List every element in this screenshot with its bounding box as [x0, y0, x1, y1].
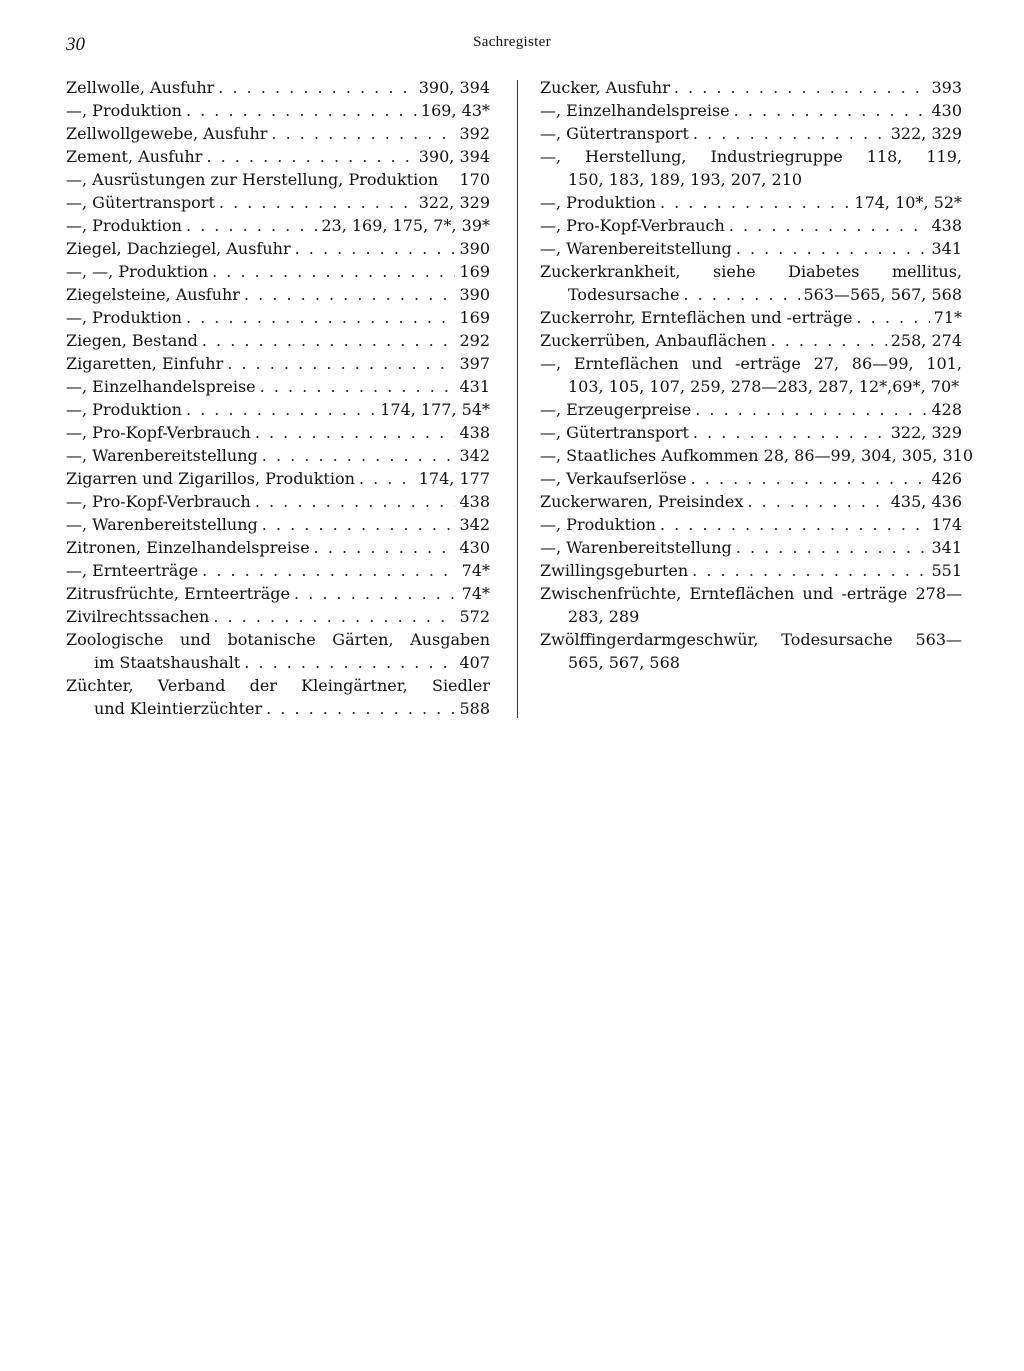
entry-pages: 390, 394	[418, 78, 490, 97]
entry-term: —, Ausrüstungen zur Herstellung, Produktion	[66, 170, 439, 189]
index-entry	[540, 421, 962, 444]
index-line	[66, 467, 490, 490]
index-line	[540, 559, 962, 582]
entry-pages: 170	[459, 170, 490, 189]
index-entry	[66, 352, 490, 375]
dot-leader	[857, 306, 930, 329]
dot-leader	[244, 283, 456, 306]
entry-term: —, Staatliches Aufkommen 28, 86—99, 304, 305, 310	[540, 446, 974, 465]
index-line	[66, 191, 490, 214]
entry-pages: 397	[459, 354, 490, 373]
index-line	[66, 513, 490, 536]
entry-pages: 438	[459, 492, 490, 511]
index-entry	[540, 559, 962, 582]
index-entry	[540, 444, 974, 467]
index-line	[540, 99, 962, 122]
index-line	[540, 168, 962, 191]
index-entry	[66, 76, 490, 99]
entry-term: —, Produktion	[66, 308, 182, 327]
entry-pages: 342	[459, 515, 490, 534]
entry-term: Zellwolle, Ausfuhr	[66, 78, 215, 97]
entry-term: Ziegen, Bestand	[66, 331, 198, 350]
entry-term: —, Pro-Kopf-Verbrauch	[66, 492, 251, 511]
index-line	[66, 628, 490, 651]
entry-term: —, Produktion	[540, 193, 656, 212]
entry-pages: 431	[459, 377, 490, 396]
index-line	[66, 674, 490, 697]
dot-leader	[202, 329, 456, 352]
entry-pages: 430	[931, 101, 962, 120]
entry-term: Zucker, Ausfuhr	[540, 78, 670, 97]
entry-term: —, Herstellung, Industriegruppe 118, 119,	[540, 147, 962, 166]
entry-term: —, Produktion	[540, 515, 656, 534]
index-entry	[66, 306, 490, 329]
index-entry	[540, 536, 962, 559]
index-line	[540, 421, 962, 444]
index-line	[66, 237, 490, 260]
index-line	[540, 237, 962, 260]
index-entry	[66, 444, 490, 467]
index-entry	[66, 605, 490, 628]
entry-pages: 322, 329	[890, 423, 962, 442]
entry-pages: 341	[931, 538, 962, 557]
dot-leader	[314, 536, 456, 559]
dot-leader	[206, 145, 414, 168]
index-line	[66, 697, 490, 720]
index-entry	[66, 582, 490, 605]
entry-term: —, Gütertransport	[540, 423, 689, 442]
index-entry	[66, 237, 490, 260]
entry-pages: 435, 436	[890, 492, 962, 511]
entry-pages: 169, 43*	[420, 101, 490, 120]
entry-pages: 258, 274	[890, 331, 962, 350]
index-entry	[66, 513, 490, 536]
entry-term: Zigarren und Zigarillos, Produktion	[66, 469, 355, 488]
index-line	[540, 582, 962, 605]
entry-pages: 174, 177, 54*	[380, 400, 490, 419]
dot-leader	[692, 559, 927, 582]
entry-term: —, Verkaufserlöse	[540, 469, 687, 488]
dot-leader	[202, 559, 457, 582]
entry-term: —, —, Produktion	[66, 262, 209, 281]
entry-pages: 322, 329	[418, 193, 490, 212]
dot-leader	[262, 444, 456, 467]
index-entry	[66, 214, 490, 237]
dot-leader	[213, 605, 455, 628]
index-line	[66, 444, 490, 467]
index-entry	[66, 398, 490, 421]
index-entry	[540, 191, 962, 214]
entry-term: Zement, Ausfuhr	[66, 147, 203, 166]
index-entry	[66, 674, 490, 720]
index-entry	[66, 559, 490, 582]
index-line	[66, 76, 490, 99]
index-line	[66, 214, 490, 237]
entry-term: Zwillingsgeburten	[540, 561, 689, 580]
index-entry	[540, 99, 962, 122]
index-line	[540, 76, 962, 99]
column-divider	[517, 80, 518, 718]
entry-term: —, Gütertransport	[66, 193, 215, 212]
dot-leader	[219, 191, 415, 214]
entry-term: Zuckerwaren, Preisindex	[540, 492, 744, 511]
index-line	[540, 467, 962, 490]
index-line	[66, 283, 490, 306]
entry-term: —, Produktion	[66, 101, 182, 120]
entry-pages: 390	[459, 285, 490, 304]
dot-leader	[244, 651, 455, 674]
index-entry	[540, 513, 962, 536]
entry-term: —, Gütertransport	[540, 124, 689, 143]
dot-leader	[674, 76, 928, 99]
entry-pages: 322, 329	[890, 124, 962, 143]
entry-pages: 430	[459, 538, 490, 557]
index-entry	[540, 352, 962, 398]
index-line	[66, 559, 490, 582]
page-number: 30	[66, 34, 85, 55]
dot-leader	[660, 513, 928, 536]
dot-leader	[359, 467, 415, 490]
entry-term: —, Ernteflächen und -erträge 27, 86—99, 101,	[540, 354, 962, 373]
entry-term: Ziegelsteine, Ausfuhr	[66, 285, 240, 304]
entry-term: —, Produktion	[66, 216, 182, 235]
entry-term: Zellwollgewebe, Ausfuhr	[66, 124, 268, 143]
entry-pages: 342	[459, 446, 490, 465]
index-line	[540, 628, 962, 651]
entry-term: Zitronen, Einzelhandelspreise	[66, 538, 310, 557]
entry-term: —, Einzelhandelspreise	[66, 377, 256, 396]
index-line	[540, 444, 974, 467]
index-line	[66, 490, 490, 513]
index-line	[66, 122, 490, 145]
index-line	[540, 122, 962, 145]
index-entry	[66, 168, 490, 191]
index-line	[540, 536, 962, 559]
entry-pages: 572	[459, 607, 490, 626]
index-entry	[540, 76, 962, 99]
index-entry	[66, 283, 490, 306]
entry-term: —, Pro-Kopf-Verbrauch	[66, 423, 251, 442]
index-entry	[66, 375, 490, 398]
entry-term: Zuckerrüben, Anbauflächen	[540, 331, 767, 350]
index-line	[66, 99, 490, 122]
index-entry	[540, 260, 962, 306]
index-line	[540, 513, 962, 536]
index-entry	[540, 490, 962, 513]
dot-leader	[262, 513, 456, 536]
index-line	[66, 605, 490, 628]
dot-leader	[736, 237, 928, 260]
entry-term: Züchter, Verband der Kleingärtner, Siedler	[66, 676, 490, 695]
entry-term: Zigaretten, Einfuhr	[66, 354, 224, 373]
entry-term: 103, 105, 107, 259, 278—283, 287, 12*,69*, 70*	[568, 377, 960, 396]
dot-leader	[736, 536, 928, 559]
index-entry	[540, 306, 962, 329]
running-title: Sachregister	[473, 34, 551, 50]
entry-pages: 438	[459, 423, 490, 442]
index-column-right	[540, 76, 974, 674]
index-entry	[540, 398, 962, 421]
index-entry	[66, 329, 490, 352]
entry-term: Zuckerkrankheit, siehe Diabetes mellitus,	[540, 262, 962, 281]
entry-term: Zoologische und botanische Gärten, Ausgaben	[66, 630, 490, 649]
index-entry	[540, 145, 962, 191]
entry-pages: 588	[459, 699, 490, 718]
index-entry	[66, 145, 490, 168]
dot-leader	[734, 99, 928, 122]
entry-pages: 563—565, 567, 568	[803, 285, 962, 304]
index-line	[66, 651, 490, 674]
index-line	[540, 214, 962, 237]
index-entry	[540, 214, 962, 237]
entry-term: Zwischenfrüchte, Ernteflächen und -erträge 278—	[540, 584, 962, 603]
entry-term: —, Warenbereitstellung	[66, 446, 258, 465]
entry-term: —, Warenbereitstellung	[540, 538, 732, 557]
index-line	[540, 145, 962, 168]
entry-term: Zitrusfrüchte, Ernteerträge	[66, 584, 291, 603]
index-line	[540, 352, 962, 375]
index-entry	[540, 122, 962, 145]
entry-pages: 169	[459, 262, 490, 281]
dot-leader	[729, 214, 928, 237]
entry-term: Todesursache	[568, 285, 680, 304]
entry-pages: 74*	[461, 584, 490, 603]
dot-leader	[255, 421, 456, 444]
entry-term: und Kleintierzüchter	[94, 699, 263, 718]
dot-leader	[266, 697, 455, 720]
dot-leader	[695, 398, 927, 421]
dot-leader	[295, 237, 456, 260]
entry-term: —, Ernteerträge	[66, 561, 199, 580]
entry-term: —, Warenbereitstellung	[540, 239, 732, 258]
dot-leader	[186, 306, 456, 329]
index-entry	[66, 421, 490, 444]
entry-pages: 390, 394	[418, 147, 490, 166]
index-line	[540, 398, 962, 421]
index-entry	[66, 628, 490, 674]
entry-term: Zwölffingerdarmgeschwür, Todesursache 563—	[540, 630, 962, 649]
index-entry	[540, 237, 962, 260]
entry-pages: 169	[459, 308, 490, 327]
index-line	[540, 306, 962, 329]
entry-pages: 426	[931, 469, 962, 488]
index-line	[66, 329, 490, 352]
index-line	[66, 168, 490, 191]
dot-leader	[186, 99, 417, 122]
index-entry	[540, 628, 962, 674]
dot-leader	[227, 352, 455, 375]
entry-term: 565, 567, 568	[568, 653, 680, 672]
index-entry	[540, 582, 962, 628]
entry-pages: 407	[459, 653, 490, 672]
dot-leader	[186, 398, 376, 421]
entry-pages: 551	[931, 561, 962, 580]
index-line	[540, 375, 962, 398]
index-entry	[66, 467, 490, 490]
entry-pages: 393	[931, 78, 962, 97]
entry-pages: 341	[931, 239, 962, 258]
index-line	[66, 536, 490, 559]
index-line	[540, 283, 962, 306]
dot-leader	[294, 582, 458, 605]
dot-leader	[693, 122, 887, 145]
dot-leader	[660, 191, 850, 214]
entry-pages: 23, 169, 175, 7*, 39*	[321, 216, 490, 235]
dot-leader	[693, 421, 887, 444]
index-line	[540, 329, 962, 352]
index-line	[540, 651, 962, 674]
entry-pages: 174, 177	[418, 469, 490, 488]
index-entry	[66, 536, 490, 559]
index-line	[540, 490, 962, 513]
entry-term: Zuckerrohr, Ernteflächen und -erträge	[540, 308, 853, 327]
dot-leader	[212, 260, 455, 283]
index-line	[66, 582, 490, 605]
index-entry	[66, 99, 490, 122]
index-line	[540, 605, 962, 628]
index-entry	[540, 329, 962, 352]
entry-term: 150, 183, 189, 193, 207, 210	[568, 170, 803, 189]
index-entry	[540, 467, 962, 490]
dot-leader	[771, 329, 887, 352]
dot-leader	[691, 467, 928, 490]
index-line	[66, 306, 490, 329]
entry-term: Ziegel, Dachziegel, Ausfuhr	[66, 239, 291, 258]
index-column-left	[66, 76, 490, 720]
entry-pages: 428	[931, 400, 962, 419]
entry-pages: 74*	[461, 561, 490, 580]
index-entry	[66, 122, 490, 145]
dot-leader	[260, 375, 456, 398]
index-line	[540, 191, 962, 214]
entry-term: —, Produktion	[66, 400, 182, 419]
entry-pages: 390	[459, 239, 490, 258]
entry-term: —, Erzeugerpreise	[540, 400, 692, 419]
entry-term: —, Einzelhandelspreise	[540, 101, 730, 120]
entry-pages: 392	[459, 124, 490, 143]
index-line	[66, 375, 490, 398]
entry-pages: 71*	[933, 308, 962, 327]
index-line	[540, 260, 962, 283]
dot-leader	[255, 490, 456, 513]
dot-leader	[747, 490, 886, 513]
index-entry	[66, 260, 490, 283]
dot-leader	[271, 122, 455, 145]
entry-term: —, Warenbereitstellung	[66, 515, 258, 534]
index-line	[66, 421, 490, 444]
dot-leader	[218, 76, 414, 99]
entry-pages: 438	[931, 216, 962, 235]
entry-term: 283, 289	[568, 607, 640, 626]
index-entry	[66, 191, 490, 214]
entry-pages: 174, 10*, 52*	[854, 193, 962, 212]
dot-leader	[683, 283, 799, 306]
entry-term: —, Pro-Kopf-Verbrauch	[540, 216, 725, 235]
dot-leader	[186, 214, 317, 237]
index-line	[66, 260, 490, 283]
entry-term: im Staatshaushalt	[94, 653, 241, 672]
index-line	[66, 352, 490, 375]
index-line	[66, 145, 490, 168]
entry-pages: 292	[459, 331, 490, 350]
entry-term: Zivilrechtssachen	[66, 607, 210, 626]
entry-pages: 174	[931, 515, 962, 534]
index-entry	[66, 490, 490, 513]
index-line	[66, 398, 490, 421]
